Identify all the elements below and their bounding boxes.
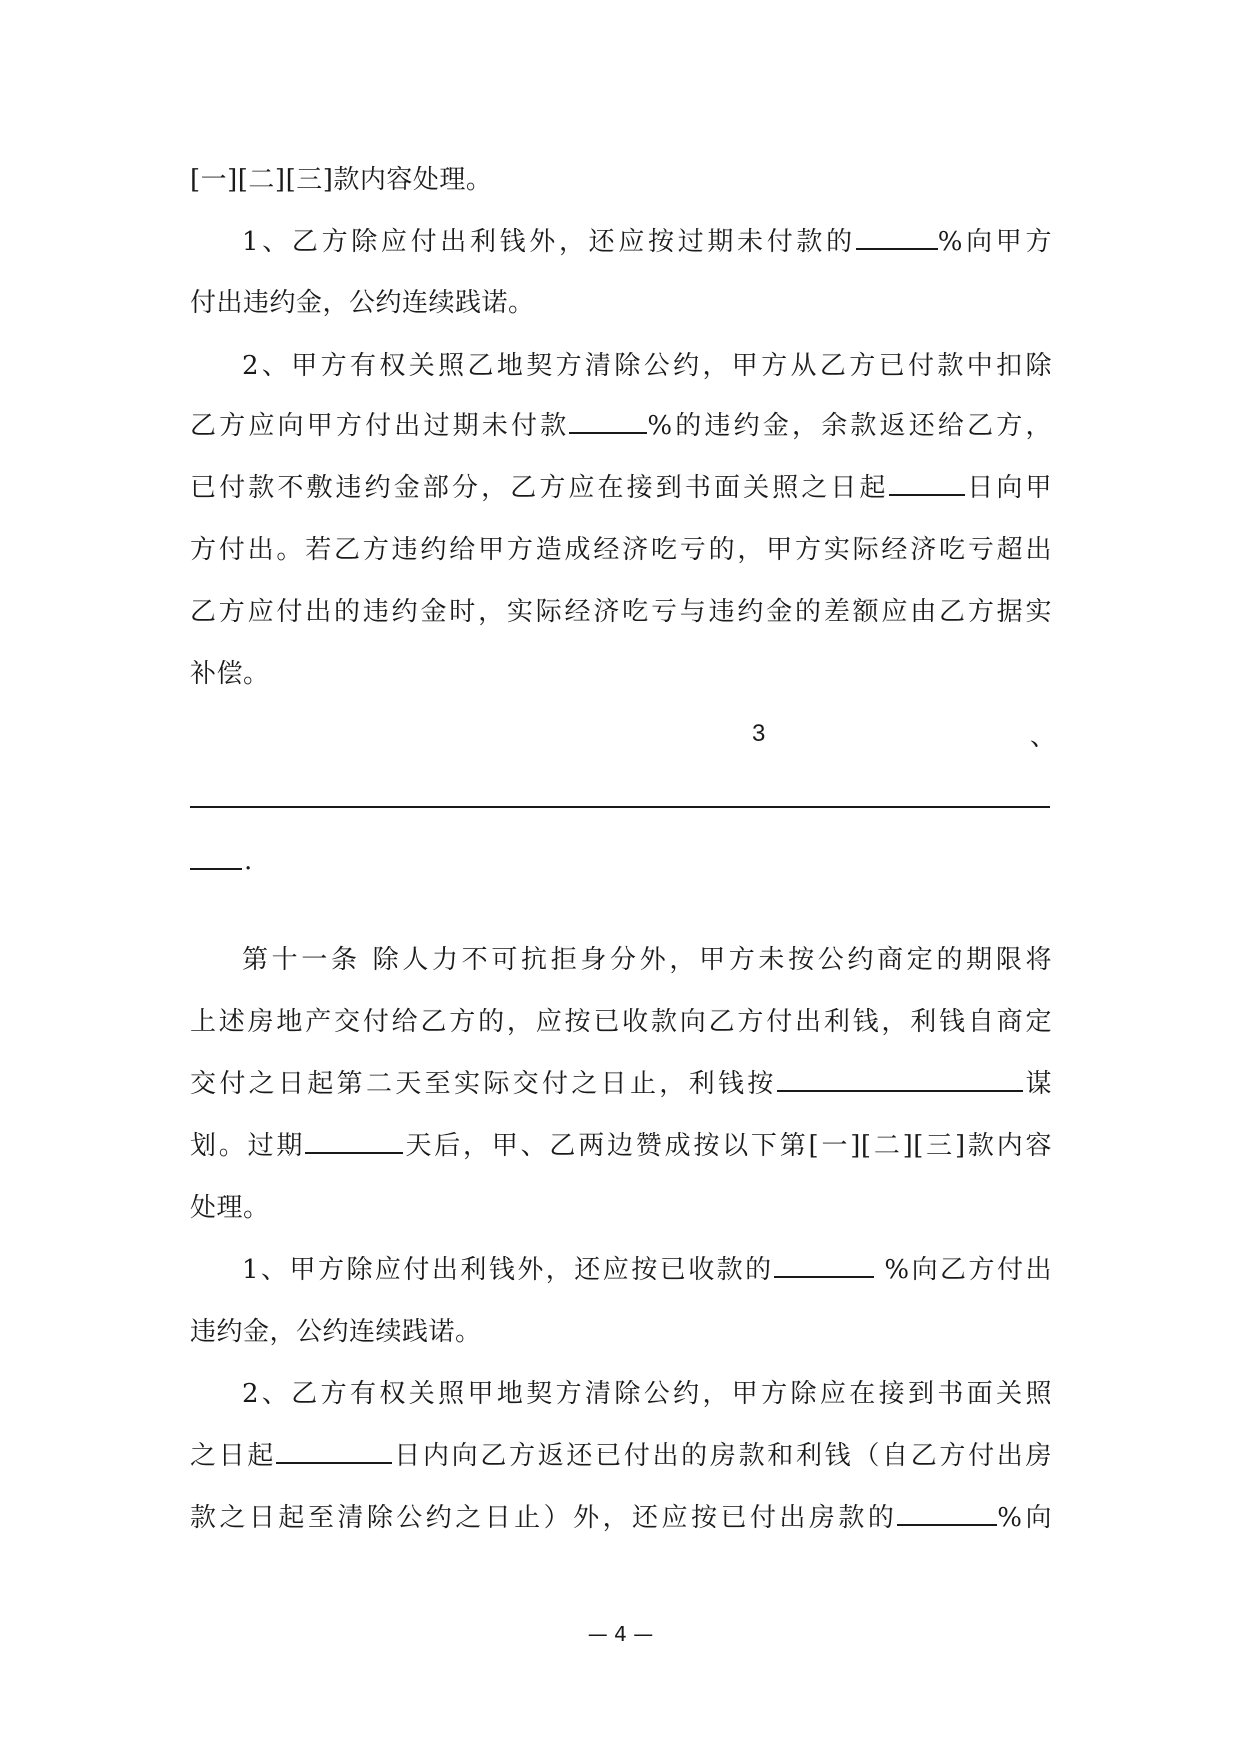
text-segment: 1、乙方除应付出利钱外，还应按过期未付款的 (242, 227, 856, 257)
text-line-1 (190, 160, 1052, 200)
text-segment: 方付出。若乙方违约给甲方造成经济吃亏的，甲方实际经济吃亏超出 (190, 535, 1052, 565)
enumeration-comma: 、 (1030, 722, 1057, 752)
text-segment: 之日起 (190, 1441, 277, 1471)
article-heading-text: 第十一条 除人力不可抗拒身分外，甲方未按公约商定的期限将 (242, 945, 1052, 975)
text-segment: 交付之日起第二天至实际交付之日止，利钱按 (190, 1069, 777, 1099)
text-line-15 (190, 1064, 1052, 1104)
text-line-18 (190, 1250, 1052, 1290)
text-line-9 (190, 654, 1052, 694)
text-line-21 (190, 1436, 1052, 1476)
text-segment: 付出违约金，公约连续践诺。 (190, 288, 535, 318)
item-number: 3 (752, 720, 766, 747)
fill-blank (774, 1250, 874, 1278)
text-segment: 已付款不敷违约金部分，乙方应在接到书面关照之日起 (190, 473, 889, 503)
text-line-22 (190, 1498, 1052, 1538)
fill-blank (569, 406, 647, 434)
text-line-6 (190, 468, 1052, 508)
fill-blank-short (190, 868, 242, 870)
fill-blank (276, 1436, 392, 1464)
text-segment: 谋 (1022, 1069, 1052, 1099)
text-segment: 补偿。 (190, 659, 270, 689)
text-segment: %向乙方付出 (873, 1255, 1052, 1285)
text-segment: [一][二][三]款内容处理。 (190, 165, 493, 195)
text-line-19 (190, 1312, 1052, 1352)
text-segment: 划。过期 (190, 1131, 306, 1161)
text-line-4 (190, 346, 1052, 386)
text-line-16 (190, 1126, 1052, 1166)
text-line-20 (190, 1374, 1052, 1414)
text-segment: 2、甲方有权关照乙地契方清除公约，甲方从乙方已付款中扣除 (242, 351, 1052, 381)
text-line-13 (190, 940, 1052, 980)
page-number: — 4 — (587, 1622, 654, 1646)
text-segment: 1、甲方除应付出利钱外，还应按已收款的 (242, 1255, 774, 1285)
fill-blank (889, 468, 965, 496)
text-segment: %的违约金，余款返还给乙方， (647, 411, 1052, 441)
text-segment: 处理。 (190, 1193, 270, 1223)
text-segment: 日内向乙方返还已付出的房款和利钱（自乙方付出房 (392, 1441, 1052, 1471)
text-line-2 (190, 222, 1052, 262)
text-segment: 乙方应付出的违约金时，实际经济吃亏与违约金的差额应由乙方据实 (190, 597, 1052, 627)
text-segment: 上述房地产交付给乙方的，应按已收款向乙方付出利钱，利钱自商定 (190, 1007, 1052, 1037)
text-segment: 违约金，公约连续践诺。 (190, 1317, 482, 1347)
line-end-period: . (244, 846, 253, 876)
text-segment: 款之日起至清除公约之日止）外，还应按已付出房款的 (190, 1503, 898, 1533)
text-line-8 (190, 592, 1052, 632)
text-segment: 2、乙方有权关照甲地契方清除公约，甲方除应在接到书面关照 (242, 1379, 1052, 1409)
text-segment: %向甲方 (937, 227, 1052, 257)
text-segment: 日向甲 (964, 473, 1052, 503)
text-line-7 (190, 530, 1052, 570)
text-line-3 (190, 283, 1052, 323)
text-segment: %向 (997, 1503, 1052, 1533)
fill-blank (897, 1498, 997, 1526)
fill-blank (777, 1064, 1023, 1092)
text-line-5 (190, 406, 1052, 446)
fill-blank-long (190, 806, 1050, 808)
text-segment: 乙方应向甲方付出过期未付款 (190, 411, 570, 441)
fill-blank (305, 1126, 403, 1154)
fill-blank (856, 222, 938, 250)
text-line-17 (190, 1188, 1052, 1228)
text-segment: 天后，甲、乙两边赞成按以下第[一][二][三]款内容 (403, 1131, 1052, 1161)
text-line-14 (190, 1002, 1052, 1042)
